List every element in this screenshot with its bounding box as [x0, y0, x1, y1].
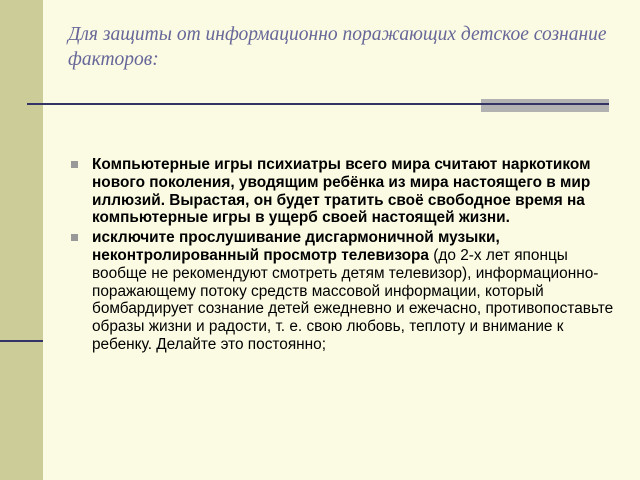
bullet-item	[69, 156, 614, 227]
bullet-item	[69, 229, 614, 354]
bullet-list	[69, 156, 614, 356]
square-bullet-icon	[71, 234, 78, 241]
accent-line	[481, 103, 609, 105]
bullet-normal-text: (до 2-х лет японцы вообще не рекомендуют смотреть детям телевизор), информационно-поражающему потоку средств массовой информации, который бомбардирует сознание детей ежедневно и ежечасно, противопоставьте образы жизни и радости, т. е. свою любовь, теплоту и внимание к ребенку. Делайте это постоянно;	[92, 246, 614, 353]
side-divider	[0, 340, 43, 342]
square-bullet-icon	[71, 161, 78, 168]
bullet-bold-text: Компьютерные игры психиатры всего мира считают наркотиком нового поколения, уводящим ребёнка из мира настоящего в мир иллюзий. Вырастая, он будет тратить своё свободное время на компьютерные игры в ущерб своей настоящей жизни.	[92, 156, 591, 227]
bullet-bold-text: исключите прослушивание дисгармоничной музыки, неконтролированный просмотр телевизора	[92, 229, 500, 264]
slide-title: Для защиты от информационно поражающих детское сознание факторов:	[68, 24, 607, 70]
accent-block	[481, 99, 609, 112]
side-bar	[0, 0, 43, 480]
